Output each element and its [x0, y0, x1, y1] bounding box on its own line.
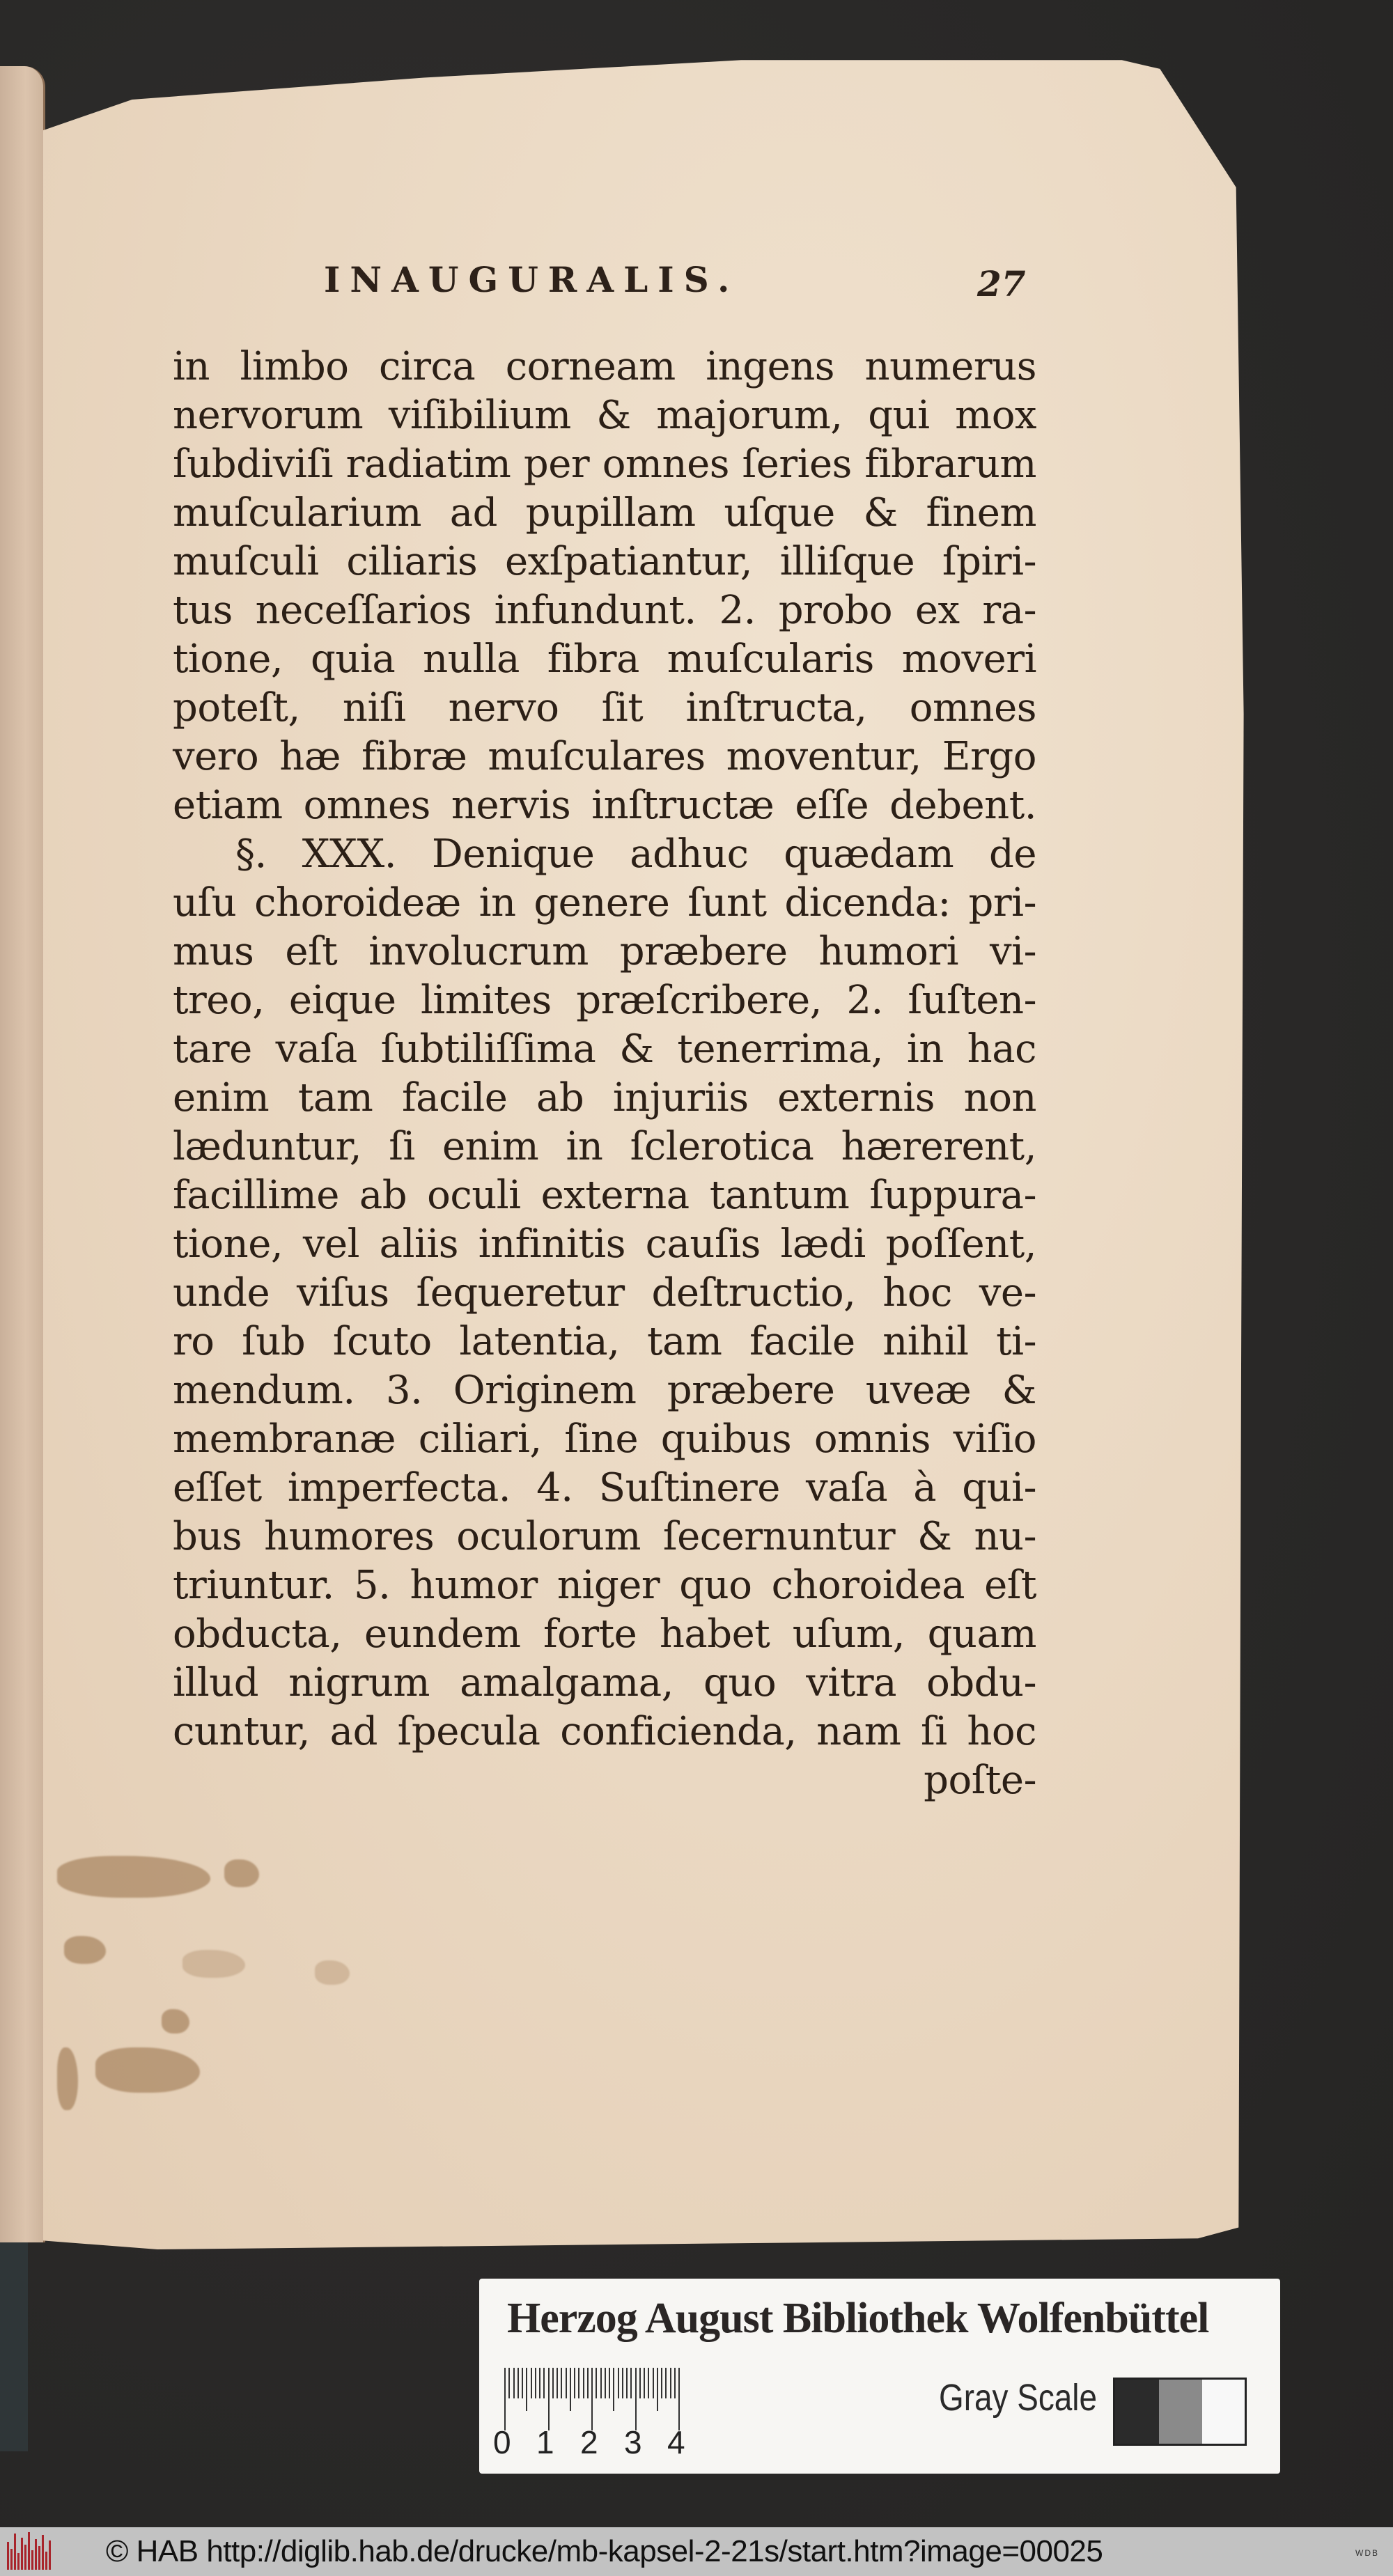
ruler-tick [613, 2368, 614, 2411]
text-line: muſculi ciliaris exſpatiantur, illiſque ſpiri- [173, 539, 1036, 584]
ruler-tick [626, 2368, 628, 2398]
text-line: obducta, eundem forte habet uſum, quam [173, 1611, 1036, 1657]
ruler-tick [522, 2368, 523, 2398]
ruler-labels [493, 2423, 723, 2465]
ruler-tick [566, 2368, 567, 2398]
text-line: membranæ ciliari, ſine quibus omnis viſio [173, 1416, 1036, 1462]
ruler-tick [670, 2368, 671, 2398]
text-line: etiam omnes nervis inſtructæ eſſe debent. [173, 783, 1036, 828]
text-line: uſu choroideæ in genere ſunt dicenda: pri- [173, 880, 1036, 926]
hab-logo-icon[interactable] [4, 2531, 60, 2573]
ruler-tick [622, 2368, 623, 2398]
water-stain [315, 1960, 350, 1985]
water-stain [64, 1936, 106, 1964]
ruler-tick [639, 2368, 641, 2398]
ruler-tick [578, 2368, 579, 2398]
text-line: poteſt, niſi nervo ſit inſtructa, omnes [173, 685, 1036, 731]
text-line: ro ſub ſcuto latentia, tam facile nihil ti- [173, 1319, 1036, 1364]
grayscale-swatches [1113, 2378, 1247, 2446]
text-line: enim tam facile ab injuriis externis non [173, 1075, 1036, 1121]
running-head: INAUGURALIS. [324, 259, 740, 300]
ruler-tick [517, 2368, 519, 2398]
ruler-tick [596, 2368, 597, 2398]
ruler-tick [591, 2368, 593, 2430]
catchword: poſte- [924, 1758, 1036, 1803]
ruler-label: 1 [536, 2424, 554, 2460]
ruler-tick [513, 2368, 515, 2398]
text-line: nervorum viſibilium & majorum, qui mox [173, 393, 1036, 438]
text-line: mus eſt involucrum præbere humori vi- [173, 929, 1036, 974]
gray-swatch [1202, 2380, 1245, 2444]
library-name: Herzog August Bibliothek Wolfenbüttel [507, 2295, 1209, 2342]
water-stain [224, 1859, 259, 1887]
footer-bar [0, 2527, 1393, 2576]
ruler-tick [531, 2368, 532, 2398]
gray-swatch [1159, 2380, 1201, 2444]
text-line: bus humores oculorum ſecernuntur & nu- [173, 1514, 1036, 1559]
text-line: treo, eique limites præſcribere, 2. ſuſten- [173, 978, 1036, 1023]
water-stain [57, 2047, 78, 2110]
ruler-tick [543, 2368, 545, 2398]
ruler-tick [657, 2368, 658, 2411]
text-line: læduntur, ſi enim in ſclerotica hærerent, [173, 1124, 1036, 1169]
facing-page-edge [0, 66, 45, 2242]
text-line: cuntur, ad ſpecula conficienda, nam ſi hoc [173, 1709, 1036, 1754]
text-line: tare vaſa ſubtiliſſima & tenerrima, in hac [173, 1027, 1036, 1072]
ruler-tick [630, 2368, 632, 2398]
calibration-card [479, 2279, 1280, 2474]
text-line: illud nigrum amalgama, quo vitra obdu- [173, 1660, 1036, 1705]
ruler-tick [600, 2368, 602, 2398]
ruler-label: 2 [580, 2424, 598, 2460]
copyright-url-link[interactable]: © HAB http://diglib.hab.de/drucke/mb-kapsel-2-21s/start.htm?image=00025 [106, 2534, 1103, 2568]
ruler-tick [557, 2368, 558, 2398]
ruler-tick [570, 2368, 571, 2411]
ruler-tick [552, 2368, 554, 2398]
page-number: 27 [977, 263, 1026, 304]
text-line: ſubdiviſi radiatim per omnes ſeries fibrarum [173, 442, 1036, 487]
ruler-tick [548, 2368, 550, 2430]
ruler-tick [661, 2368, 662, 2398]
wdb-label: WDB [1355, 2548, 1379, 2558]
ruler-tick [587, 2368, 589, 2398]
ruler-tick [648, 2368, 649, 2398]
section-heading-line: §. XXX. Denique adhuc quædam de [235, 832, 1036, 877]
ruler-label: 0 [493, 2424, 511, 2460]
ruler-tick [574, 2368, 575, 2398]
ruler-tick [504, 2368, 506, 2430]
ruler-tick [618, 2368, 619, 2398]
ruler-tick [526, 2368, 527, 2411]
ruler-tick [605, 2368, 606, 2398]
ruler-label: 4 [667, 2424, 685, 2460]
text-line: unde viſus ſequeretur deſtructio, hoc ve- [173, 1270, 1036, 1316]
text-line: tus neceſſarios infundunt. 2. probo ex ra- [173, 588, 1036, 633]
ruler-tick [583, 2368, 584, 2398]
ruler-tick [665, 2368, 667, 2398]
ruler-tick [609, 2368, 610, 2398]
ruler-scale [504, 2368, 692, 2430]
ruler-tick [561, 2368, 562, 2398]
text-line: mendum. 3. Originem præbere uveæ & [173, 1368, 1036, 1413]
grayscale-label: Gray Scale [939, 2377, 1098, 2419]
text-line: tione, vel aliis infinitis cauſis lædi poſſent, [173, 1221, 1036, 1267]
water-stain [162, 2009, 189, 2034]
ruler-tick [653, 2368, 654, 2398]
ruler-tick [508, 2368, 510, 2398]
text-line: tione, quia nulla fibra muſcularis moveri [173, 637, 1036, 682]
ruler-tick [678, 2368, 680, 2430]
text-line: eſſet imperfecta. 4. Suſtinere vaſa à qui- [173, 1465, 1036, 1511]
book-spine [0, 2242, 28, 2451]
water-stain [95, 2047, 200, 2093]
ruler-tick [535, 2368, 536, 2398]
water-stain [57, 1856, 210, 1898]
ruler-label: 3 [624, 2424, 642, 2460]
ruler-tick [674, 2368, 676, 2398]
text-line: triuntur. 5. humor niger quo choroidea eſt [173, 1563, 1036, 1608]
text-line: facillime ab oculi externa tantum ſuppura- [173, 1173, 1036, 1218]
text-line: in limbo circa corneam ingens numerus [173, 344, 1036, 389]
ruler-tick [635, 2368, 637, 2430]
ruler-tick [644, 2368, 645, 2398]
text-line: muſcularium ad pupillam uſque & finem [173, 490, 1036, 536]
gray-swatch [1115, 2380, 1159, 2444]
body-text [173, 343, 1036, 1805]
text-line: vero hæ fibræ muſculares moventur, Ergo [173, 734, 1036, 779]
ruler-tick [539, 2368, 540, 2398]
water-stain [182, 1950, 245, 1978]
